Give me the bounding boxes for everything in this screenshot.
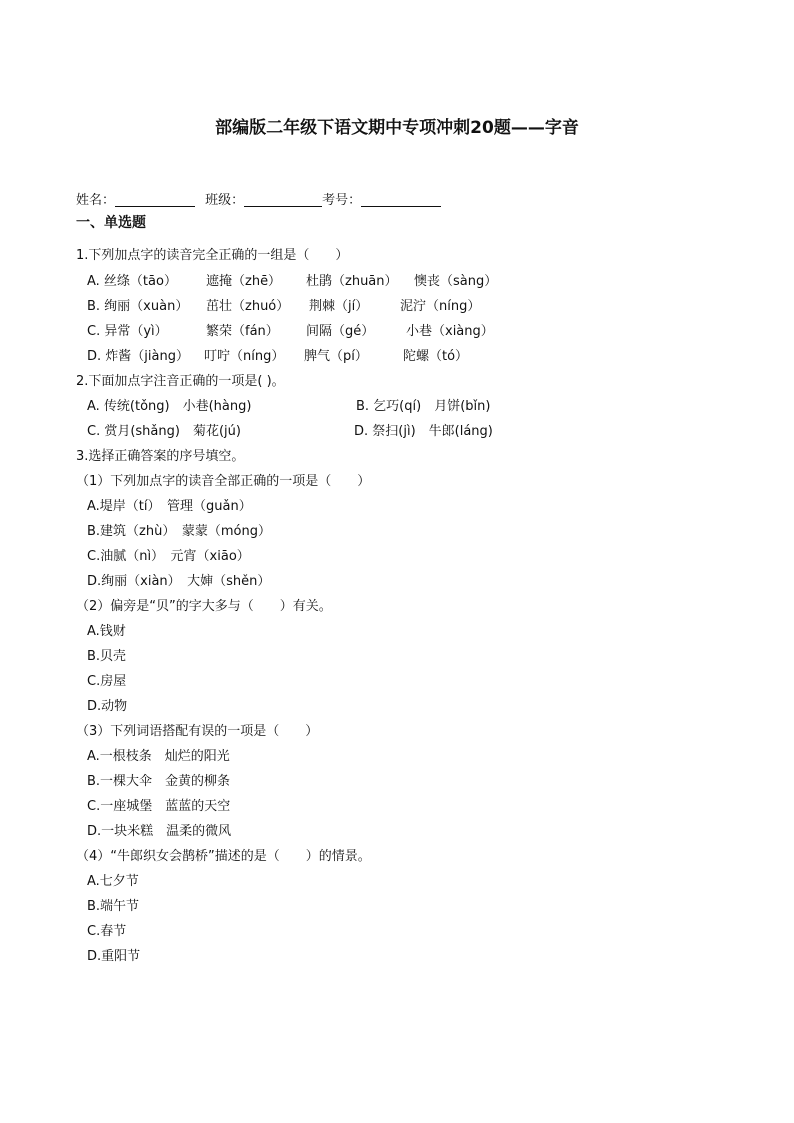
q3-sub3-option-d[interactable]: D.一块米糕 温柔的微风 xyxy=(87,824,232,839)
q3-sub2-option-b[interactable]: B.贝壳 xyxy=(87,649,127,664)
q3-sub1-option-a[interactable]: A.堤岸（tí） 管理（guǎn） xyxy=(87,499,252,514)
q1-option-a-3: 杜鹃（zhuān） xyxy=(306,274,398,289)
q2-option-c[interactable]: C. 赏月(shǎng) 菊花(jú) xyxy=(87,424,241,439)
section-heading: 一、单选题 xyxy=(76,215,146,231)
student-info-row xyxy=(76,193,447,207)
q3-sub2-stem: （2）偏旁是“贝”的字大多与（ ）有关。 xyxy=(76,599,332,614)
q1-option-c-2: 繁荣（fán） xyxy=(206,324,279,339)
question-2-stem: 2.下面加点字注音正确的一项是( )。 xyxy=(76,374,285,389)
q2-option-b[interactable]: B. 乞巧(qí) 月饼(bǐn) xyxy=(356,399,491,414)
q3-sub1-option-d[interactable]: D.绚丽（xiàn） 大婶（shěn） xyxy=(87,574,271,589)
q3-sub3-option-a[interactable]: A.一根枝条 灿烂的阳光 xyxy=(87,749,230,764)
q1-option-c-1[interactable]: C. 异常（yì） xyxy=(87,324,168,339)
q1-option-a-2: 遮掩（zhē） xyxy=(206,274,282,289)
q3-sub2-option-a[interactable]: A.钱财 xyxy=(87,624,126,639)
q1-option-b-4: 泥泞（níng） xyxy=(400,299,481,314)
q1-option-d-1[interactable]: D. 炸酱（jiàng） xyxy=(87,349,189,364)
name-field[interactable] xyxy=(115,193,195,207)
q3-sub2-option-c[interactable]: C.房屋 xyxy=(87,674,127,689)
q3-sub4-option-d[interactable]: D.重阳节 xyxy=(87,949,141,964)
q3-sub1-option-c[interactable]: C.油腻（nì） 元宵（xiāo） xyxy=(87,549,250,564)
q1-option-d-4: 陀螺（tó） xyxy=(403,349,469,364)
q1-option-d-3: 脾气（pí） xyxy=(304,349,368,364)
q3-sub2-option-d[interactable]: D.动物 xyxy=(87,699,128,714)
q3-sub4-option-a[interactable]: A.七夕节 xyxy=(87,874,139,889)
q1-option-a-1[interactable]: A. 丝绦（tāo） xyxy=(87,274,177,289)
q3-sub3-option-c[interactable]: C.一座城堡 蓝蓝的天空 xyxy=(87,799,231,814)
q3-sub4-option-b[interactable]: B.端午节 xyxy=(87,899,140,914)
q1-option-c-3: 间隔（gé） xyxy=(306,324,375,339)
name-label: 姓名： xyxy=(76,193,116,208)
question-1-stem: 1.下列加点字的读音完全正确的一组是（ ） xyxy=(76,248,349,263)
q3-sub1-stem: （1）下列加点字的读音全部正确的一项是（ ） xyxy=(76,474,371,489)
q2-option-d[interactable]: D. 祭扫(jì) 牛郎(láng) xyxy=(354,424,493,439)
page-title: 部编版二年级下语文期中专项冲刺20题——字音 xyxy=(215,118,579,138)
exam-label: 考号： xyxy=(322,193,362,208)
q1-option-b-1[interactable]: B. 绚丽（xuàn） xyxy=(87,299,189,314)
q1-option-d-2: 叮咛（níng） xyxy=(204,349,285,364)
q1-option-c-4: 小巷（xiàng） xyxy=(406,324,494,339)
q3-sub4-stem: （4）“牛郎织女会鹊桥”描述的是（ ）的情景。 xyxy=(76,849,371,864)
q2-option-a[interactable]: A. 传统(tǒng) 小巷(hàng) xyxy=(87,399,252,414)
exam-number-field[interactable] xyxy=(361,193,441,207)
q3-sub3-stem: （3）下列词语搭配有误的一项是（ ） xyxy=(76,724,319,739)
q3-sub1-option-b[interactable]: B.建筑（zhù） 蒙蒙（móng） xyxy=(87,524,271,539)
q1-option-b-2: 茁壮（zhuó） xyxy=(206,299,290,314)
question-3-stem: 3.选择正确答案的序号填空。 xyxy=(76,449,245,464)
q3-sub3-option-b[interactable]: B.一棵大伞 金黄的柳条 xyxy=(87,774,231,789)
q1-option-a-4: 懊丧（sàng） xyxy=(414,274,498,289)
class-field[interactable] xyxy=(244,193,322,207)
q1-option-b-3: 荆棘（jí） xyxy=(309,299,369,314)
q3-sub4-option-c[interactable]: C.春节 xyxy=(87,924,127,939)
class-label: 班级： xyxy=(205,193,245,208)
